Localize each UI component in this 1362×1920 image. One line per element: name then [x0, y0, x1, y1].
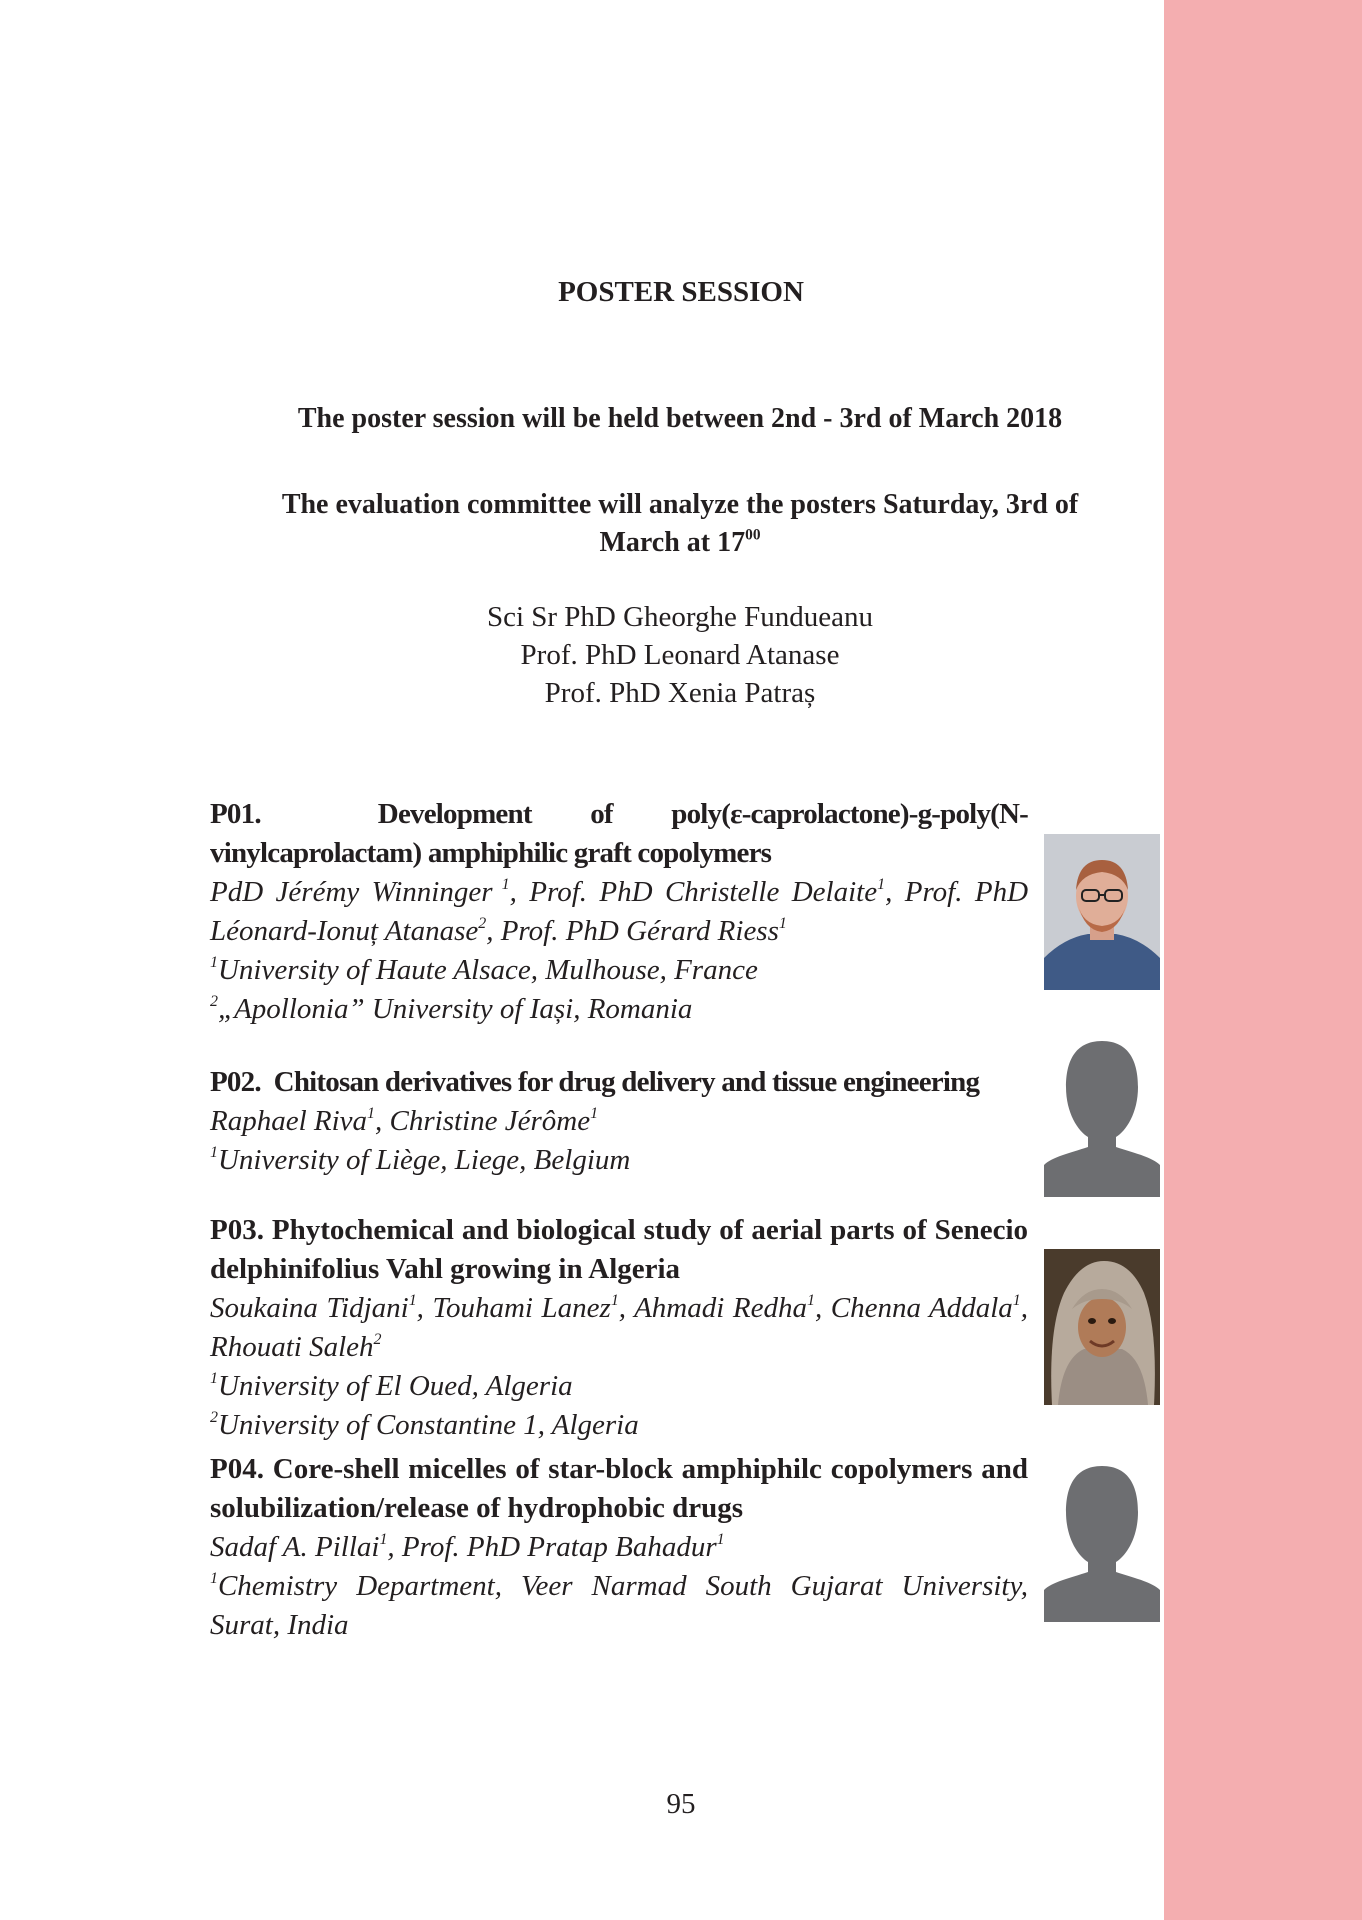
author-sup: 1 [367, 1105, 376, 1123]
author-sup: 1 [501, 876, 510, 894]
poster-code: P04. [210, 1453, 264, 1485]
poster-code: P01. [210, 798, 261, 830]
poster-entry-p03 [210, 1211, 1028, 1445]
author-photo [1044, 834, 1160, 990]
poster-title [210, 1211, 1028, 1289]
poster-affiliation [210, 951, 1028, 990]
page-number: 95 [666, 1788, 696, 1820]
author-name: Rhouati Saleh [210, 1331, 374, 1363]
evaluation-info [210, 486, 1150, 562]
evaluation-time: March at 17 [599, 527, 746, 558]
poster-affiliation [210, 1141, 1028, 1180]
poster-authors: PdD Jérémy Winninger $^1$, Prof. PhD Christelle Delaite$^1$, Prof. PhD Léonard-Ionuț Atanase$^2$, Prof. PhD Gérard Riess$^1$ [210, 876, 1029, 947]
affiliation-text: University of Liège, Liege, Belgium [217, 1144, 631, 1176]
author-sup: 1 [877, 876, 886, 894]
poster-title [210, 795, 1028, 873]
affiliation-text: University of Constantine 1, Algeria [217, 1409, 639, 1441]
author-sup: 1 [379, 1531, 388, 1549]
author-name: Touhami Lanez [432, 1292, 611, 1324]
poster-title [210, 1450, 1028, 1528]
dates-line: The poster session will be held between 2nd - 3rd of March 2018 [297, 403, 1063, 434]
poster-authors: Soukaina Tidjani$^1$, Touhami Lanez$^1$, Ahmadi Redha$^1$, Chenna Addala$^1$, Rhouati Saleh$^2$ [210, 1292, 1029, 1363]
portrait-photo-icon [1044, 834, 1160, 990]
author-name: Sadaf A. Pillai [210, 1531, 380, 1563]
poster-title [210, 1063, 1028, 1102]
evaluation-line-1: The evaluation committee will analyze the posters Saturday, 3rd of [281, 489, 1079, 520]
person-silhouette-icon [1044, 1041, 1160, 1197]
author-sup: 2 [478, 915, 487, 933]
poster-entry-p02 [210, 1063, 1028, 1180]
evaluation-line-2 [210, 524, 1150, 562]
committee-member: Prof. PhD Leonard Atanase [520, 639, 840, 671]
poster-title-text: Chitosan derivatives for drug delivery and tissue engineering [273, 1066, 980, 1098]
poster-affiliation [210, 990, 1028, 1029]
affiliation-text: University of El Oued, Algeria [217, 1370, 573, 1402]
affiliation-text: Chemistry Department, Veer Narmad South Gujarat University, Surat, India [210, 1570, 1028, 1641]
author-name: Raphael Riva [210, 1105, 368, 1137]
author-name: Ahmadi Redha [634, 1292, 807, 1324]
author-name: Prof. PhD Léonard-Ionuț Atanase [210, 876, 1029, 947]
poster-code: P02. [210, 1066, 261, 1098]
committee-member: Sci Sr PhD Gheorghe Fundueanu [486, 601, 874, 633]
poster-affiliation [210, 1406, 1028, 1445]
affiliation-text: University of Haute Alsace, Mulhouse, France [217, 954, 758, 986]
poster-code: P03. [210, 1214, 264, 1246]
author-name: Soukaina Tidjani [210, 1292, 409, 1324]
author-sup: 1 [716, 1531, 725, 1549]
affiliation-text: „Apollonia” University of Iași, Romania [217, 993, 693, 1025]
poster-title-text: Core-shell micelles of star-block amphiphilc copolymers and solubilization/release of hydrophobic drugs [210, 1453, 1029, 1524]
author-photo-placeholder [1044, 1466, 1160, 1622]
author-photo [1044, 1249, 1160, 1405]
poster-affiliation [210, 1567, 1028, 1645]
author-name: Christine Jérôme [389, 1105, 591, 1137]
poster-entry-p01 [210, 795, 1028, 1029]
poster-authors: Sadaf A. Pillai$^1$, Prof. PhD Pratap Bahadur$^1$ [210, 1531, 725, 1563]
author-photo-placeholder [1044, 1041, 1160, 1197]
poster-title-text: Phytochemical and biological study of aerial parts of Senecio delphinifolius Vahl growing in Algeria [210, 1214, 1028, 1285]
author-name: Prof. PhD Gérard Riess [500, 915, 779, 947]
committee-member: Prof. PhD Xenia Patraș [544, 677, 816, 709]
affiliation-sup: 1 [210, 1144, 218, 1162]
affiliation-sup: 1 [210, 954, 218, 972]
affiliation-sup: 1 [210, 1370, 218, 1388]
author-sup: 1 [408, 1292, 417, 1310]
author-sup: 1 [778, 915, 787, 933]
poster-title-text: Development of poly(ε-caprolactone)-g-poly(N-vinylcaprolactam) amphiphilic graft copolymers [210, 798, 1028, 869]
author-name: Prof. PhD Pratap Bahadur [401, 1531, 717, 1563]
person-silhouette-icon [1044, 1466, 1160, 1622]
affiliation-sup: 2 [210, 1409, 218, 1427]
poster-affiliation [210, 1367, 1028, 1406]
author-sup: 2 [373, 1331, 382, 1349]
author-sup: 1 [590, 1105, 599, 1123]
author-name: Chenna Addala [830, 1292, 1013, 1324]
page-title: POSTER SESSION [558, 276, 804, 308]
evaluation-time-minutes: 00 [745, 526, 761, 544]
poster-authors: Raphael Riva$^1$, Christine Jérôme$^1$ [210, 1105, 599, 1137]
affiliation-sup: 2 [210, 993, 218, 1011]
portrait-photo-icon [1044, 1249, 1160, 1405]
author-name: Prof. PhD Christelle Delaite [529, 876, 878, 908]
affiliation-sup: 1 [210, 1570, 218, 1588]
committee-list [210, 598, 1150, 712]
author-sup: 1 [806, 1292, 815, 1310]
author-sup: 1 [610, 1292, 619, 1310]
author-name: PdD Jérémy Winninger [210, 876, 493, 908]
poster-entry-p04 [210, 1450, 1028, 1645]
author-sup: 1 [1012, 1292, 1021, 1310]
